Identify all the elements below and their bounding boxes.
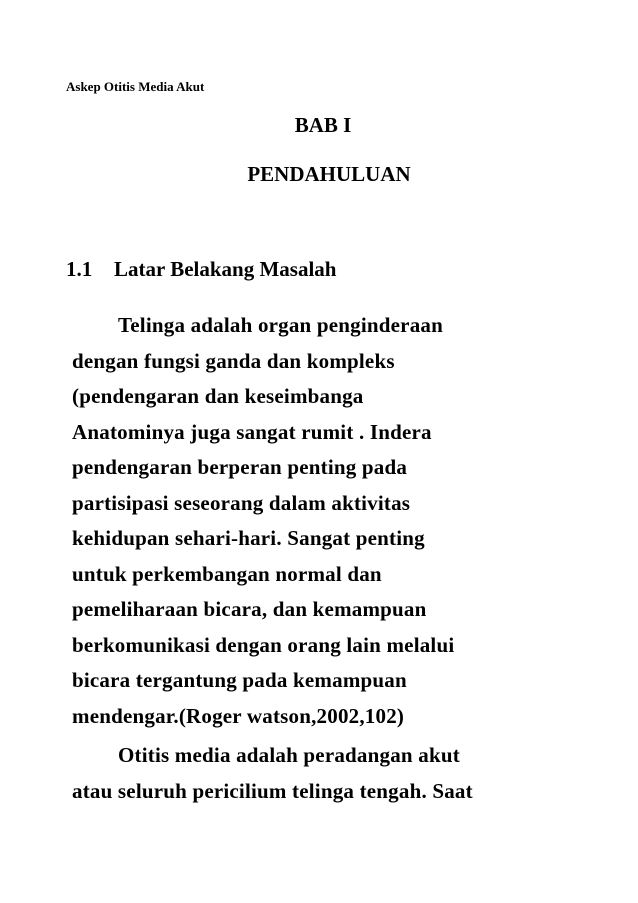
paragraph-1-line: untuk perkembangan normal dan (72, 561, 382, 586)
paragraph-1-line: dengan fungsi ganda dan kompleks (72, 348, 395, 373)
paragraph-1-line: pendengaran berperan penting pada (72, 455, 408, 479)
paragraph-1-line: berkomunikasi dengan orang lain melalui (72, 632, 455, 657)
paragraph-1-line: bicara tergantung pada kemampuan (72, 668, 407, 692)
paragraph-2-line: Otitis media adalah peradangan akut (118, 743, 460, 767)
paragraph-1-line: mendengar.(Roger watson,2002,102) (72, 703, 405, 728)
chapter-number: BAB I (294, 113, 352, 137)
paragraph-1-line: Anatominya juga sangat rumit . Indera (72, 419, 432, 444)
paragraph-1-line: Telinga adalah organ penginderaan (118, 313, 443, 337)
section-title: Latar Belakang Masalah (114, 257, 337, 281)
section-number: 1.1 (66, 257, 93, 281)
paragraph-2-line: atau seluruh pericilium telinga tengah. Saat (72, 778, 473, 803)
chapter-title: PENDAHULUAN (247, 162, 411, 186)
paragraph-1-line: partisipasi seseorang dalam aktivitas (72, 490, 411, 515)
paragraph-1-line: kehidupan sehari-hari. Sangat penting (72, 526, 425, 550)
body-text (72, 308, 612, 809)
running-header: Askep Otitis Media Akut (66, 79, 205, 94)
paragraph-1-line: pemeliharaan bicara, dan kemampuan (72, 597, 427, 621)
section-heading (66, 257, 336, 282)
paragraph-1-line: (pendengaran dan keseimbanga (72, 384, 364, 408)
